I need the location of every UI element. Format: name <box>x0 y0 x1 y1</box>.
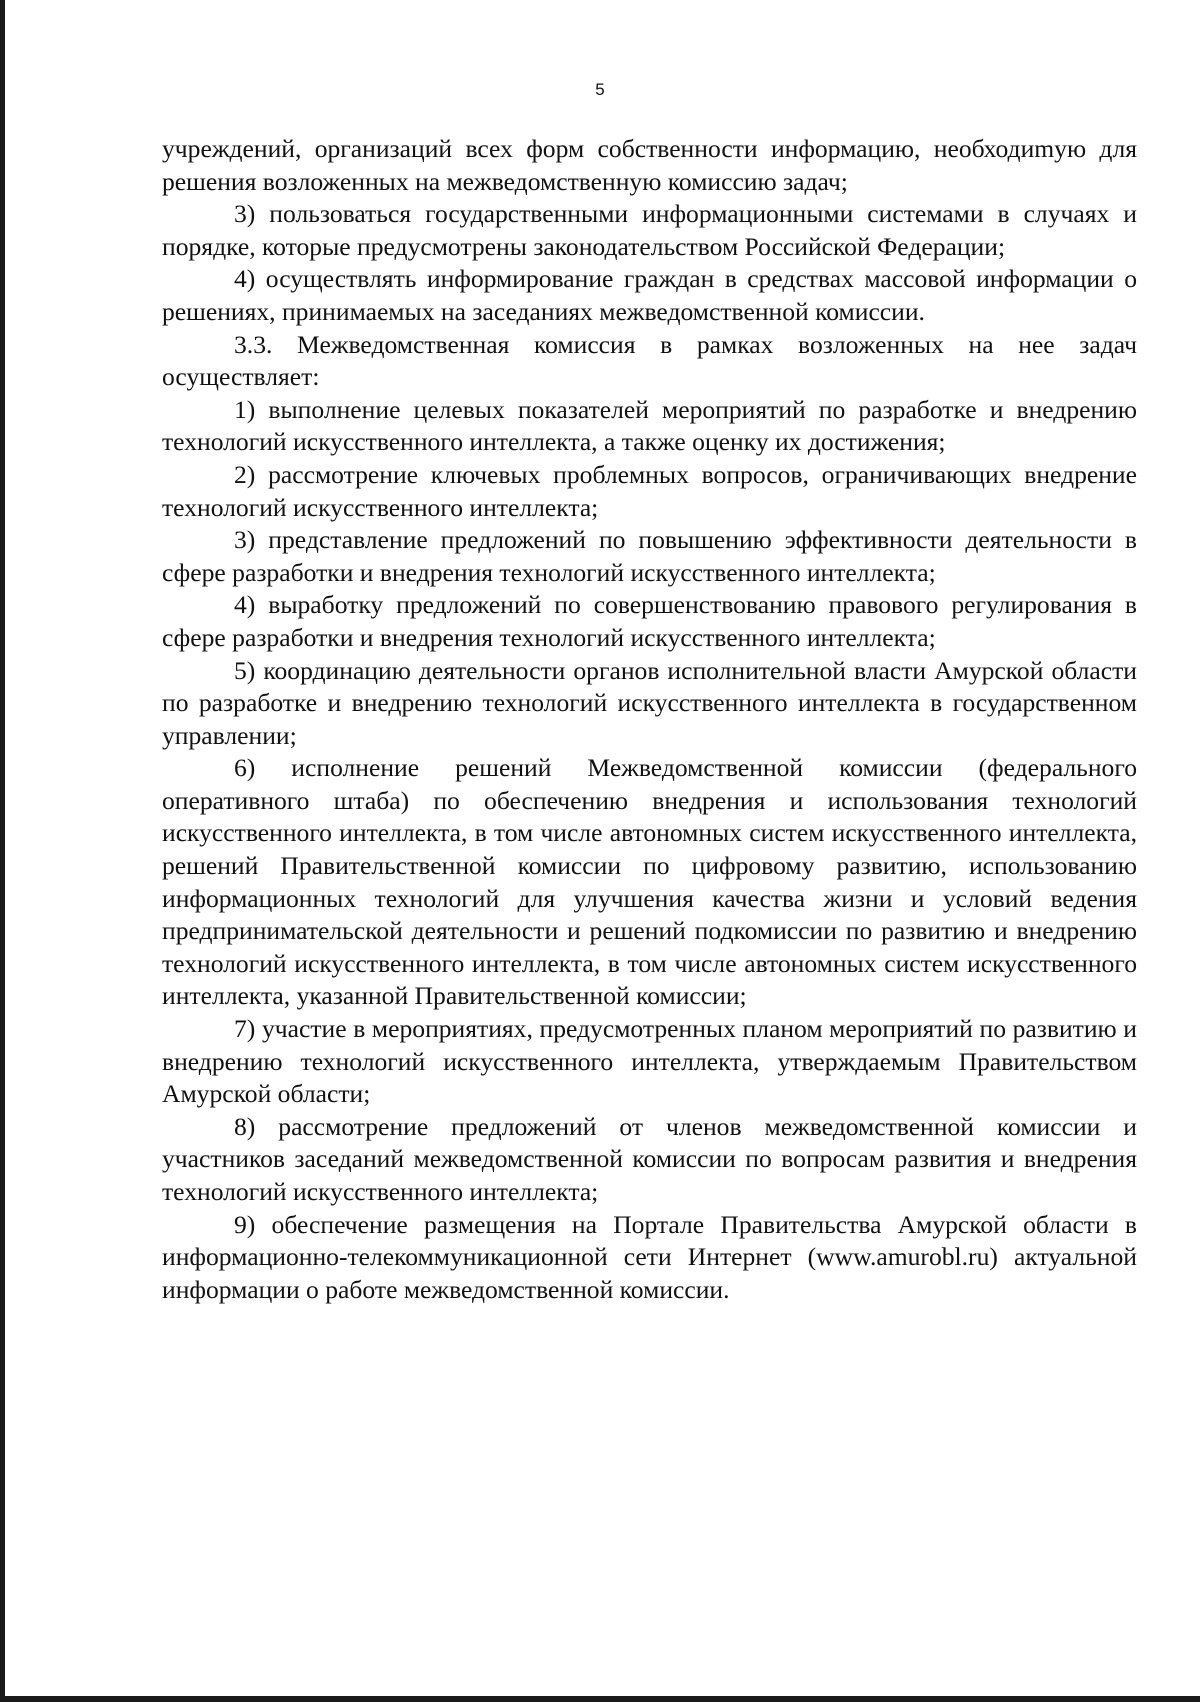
paragraph-item-6-execution-decisions: 6) исполнение решений Межведомственной комиссии (федерального оперативного штаба) по обеспечению внедрения и использования технологий искусственного интеллекта, в том числе автономных систем искусственного интеллекта, решений Правительственной комиссии по цифровому развитию, использованию информационных технологий для улучшения качества жизни и условий ведения предпринимательской деятельности и решений подкомиссии по развитию и внедрению технологий искусственного интеллекта, в том числе автономных систем искусственного интеллекта, указанной Правительственной комиссии; <box>162 753 1137 1011</box>
page-number: 5 <box>595 80 605 99</box>
scan-bottom-edge <box>0 1696 1200 1702</box>
paragraph-item-7-participation: 7) участие в мероприятиях, предусмотренных планом мероприятий по развитию и внедрению технологий искусственного интеллекта, утверждаемым Правительством Амурской области; <box>162 1014 1137 1109</box>
paragraph-item-1-targets: 1) выполнение целевых показателей мероприятий по разработке и внедрению технологий искусственного интеллекта, а также оценку их достижения; <box>162 394 1137 457</box>
paragraph-item-5-coordination: 5) координацию деятельности органов исполнительной власти Амурской области по разработке и внедрению технологий искусственного интеллекта в государственном управлении; <box>162 655 1137 750</box>
paragraph-item-4-inform-citizens: 4) осуществлять информирование граждан в средствах массовой информации о решениях, принимаемых на заседаниях межведомственной комиссии. <box>162 264 1137 326</box>
scan-left-edge <box>0 0 5 1702</box>
document-body <box>162 133 1137 1306</box>
paragraph-section-3-3: 3.3. Межведомственная комиссия в рамках возложенных на нее задач осуществляет: <box>162 329 1137 392</box>
paragraph-item-2-key-issues: 2) рассмотрение ключевых проблемных вопросов, ограничивающих внедрение технологий искусственного интеллекта; <box>162 459 1137 522</box>
paragraph-item-4-legal-regulation: 4) выработку предложений по совершенствованию правового регулирования в сфере разработки и внедрения технологий искусственного интеллекта; <box>162 590 1137 652</box>
paragraph-item-9-portal-publication: 9) обеспечение размещения на Портале Правительства Амурской области в информационно-телекоммуникационной сети Интернет (www.amurobl.ru) актуальной информации о работе межведомственной комиссии. <box>162 1209 1137 1304</box>
paragraph-item-3-proposals-efficiency: 3) представление предложений по повышению эффективности деятельности в сфере разработки и внедрения технологий искусственного интеллекта; <box>162 525 1137 587</box>
paragraph-item-3-use-state-systems: 3) пользоваться государственными информационными системами в случаях и порядке, которые предусмотрены законодательством Российской Федерации; <box>162 199 1137 261</box>
paragraph-continuation: учреждений, организаций всех форм собственности информацию, необходиmую для решения возложенных на межведомственную комиссию задач; <box>162 134 1137 196</box>
paragraph-item-8-review-proposals: 8) рассмотрение предложений от членов межведомственной комиссии и участников заседаний межведомственной комиссии по вопросам развития и внедрения технологий искусственного интеллекта; <box>162 1111 1137 1206</box>
